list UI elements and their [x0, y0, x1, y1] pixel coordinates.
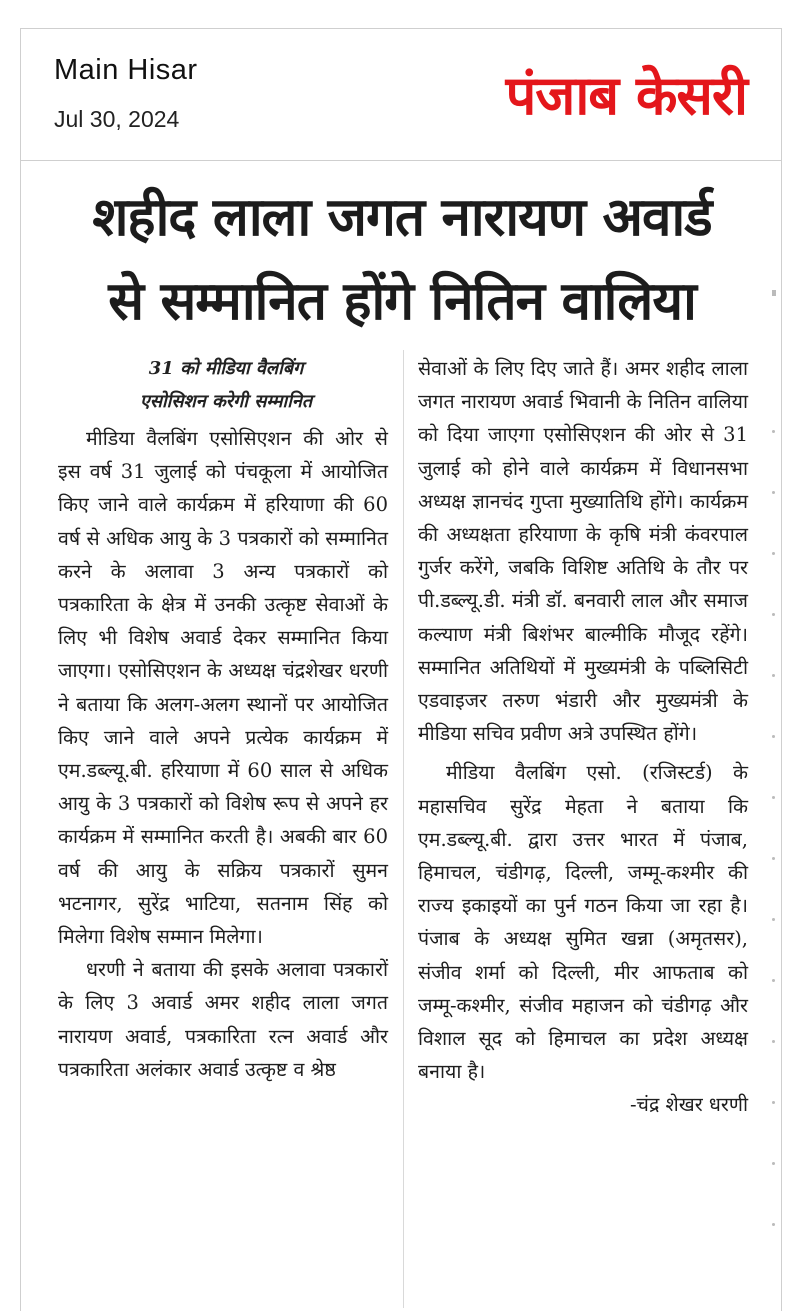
margin-dots — [772, 430, 776, 1290]
margin-mark — [772, 290, 776, 296]
article-column-right — [418, 352, 748, 1122]
article-subheading — [56, 352, 396, 418]
column-divider — [403, 350, 404, 1308]
edition-name: Main Hisar — [54, 54, 198, 86]
right-paragraph-1: सेवाओं के लिए दिए जाते हैं। अमर शहीद लाला जगत नारायण अवार्ड भिवानी के नितिन वालिया को दिया जाएगा एसोसिएशन की ओर से 31 जुलाई को होने वाले कार्यक्रम में विधानसभा अध्यक्ष ज्ञानचंद गुप्ता मुख्यातिथि होंगे। कार्यक्रम की अध्यक्षता हरियाणा के कृषि मंत्री कंवरपाल गुर्जर करेंगे, जबकि विशिष्ट अतिथि के तौर पर पी.डब्ल्यू.डी. मंत्री डॉ. बनवारी लाल और समाज कल्याण मंत्री बिशंभर बाल्मीकि मौजूद रहेंगे। सम्मानित अतिथियों में मुख्यमंत्री के पब्लिसिटी एडवाइजर तरुण भंडारी और मुख्यमंत्री के मीडिया सचिव प्रवीण अत्रे उपस्थित होंगे। — [418, 357, 748, 746]
left-paragraph-2: धरणी ने बताया की इसके अलावा पत्रकारों के लिए 3 अवार्ड अमर शहीद लाला जगत नारायण अवार्ड, पत्रकारिता रत्न अवार्ड और पत्रकारिता अलंकार अवार्ड उत्कृष्ट व श्रेष्ठ — [58, 958, 388, 1081]
subhead-line-1: 31 को मीडिया वैलबिंग — [148, 358, 304, 379]
article-column-left — [58, 422, 388, 1086]
left-paragraph-1: मीडिया वैलबिंग एसोसिएशन की ओर से इस वर्ष 31 जुलाई को पंचकूला में आयोजित किए जाने वाले कार्यक्रम में हरियाणा की 60 वर्ष से अधिक आयु के 3 पत्रकारों को सम्मानित करने के अलावा 3 अन्य पत्रकारों को पत्रकारिता के क्षेत्र में उनकी उत्कृष्ट सेवाओं के लिए भी विशेष अवार्ड देकर सम्मानित किया जाएगा। एसोसिएशन के अध्यक्ष चंद्रशेखर धरणी ने बताया कि अलग-अलग स्थानों पर आयोजित किए जाने वाले अपने प्रत्येक कार्यक्रम में एम.डब्ल्यू.बी. हरियाणा में 60 साल से अधिक आयु के 3 पत्रकारों को विशेष रूप से अपने हर कार्यक्रम में सम्मानित करती है। अबकी बार 60 वर्ष की आयु के सक्रिय पत्रकारों सुमन भटनागर, सुरेंद्र भाटिया, सतनाम सिंह को मिलेगा विशेष सम्मान मिलेगा। — [58, 427, 388, 949]
header-divider — [20, 160, 782, 161]
publication-date: Jul 30, 2024 — [54, 106, 180, 132]
newspaper-masthead-logo: पंजाब केसरी — [505, 64, 747, 127]
article-headline — [40, 176, 764, 344]
headline-line-2: से सम्मानित होंगे नितिन वालिया — [108, 271, 696, 332]
subhead-line-2: एसोसिशन करेगी सम्मानित — [139, 391, 313, 412]
article-byline: -चंद्र शेखर धरणी — [629, 1093, 748, 1117]
headline-line-1: शहीद लाला जगत नारायण अवार्ड — [92, 187, 712, 248]
right-paragraph-2: मीडिया वैलबिंग एसो. (रजिस्टर्ड) के महासचिव सुरेंद्र मेहता ने बताया कि एम.डब्ल्यू.बी. द्वारा उत्तर भारत में पंजाब, हिमाचल, चंडीगढ़, दिल्ली, जम्मू-कश्मीर की राज्य इकाइयों का पुर्न गठन किया जा रहा है। पंजाब के अध्यक्ष सुमित खन्ना (अमृतसर), संजीव शर्मा को दिल्ली, मीर आफताब को जम्मू-कश्मीर, संजीव महाजन को चंडीगढ़ और विशाल सूद को हिमाचल का प्रदेश अध्यक्ष बनाया है। — [418, 761, 748, 1084]
